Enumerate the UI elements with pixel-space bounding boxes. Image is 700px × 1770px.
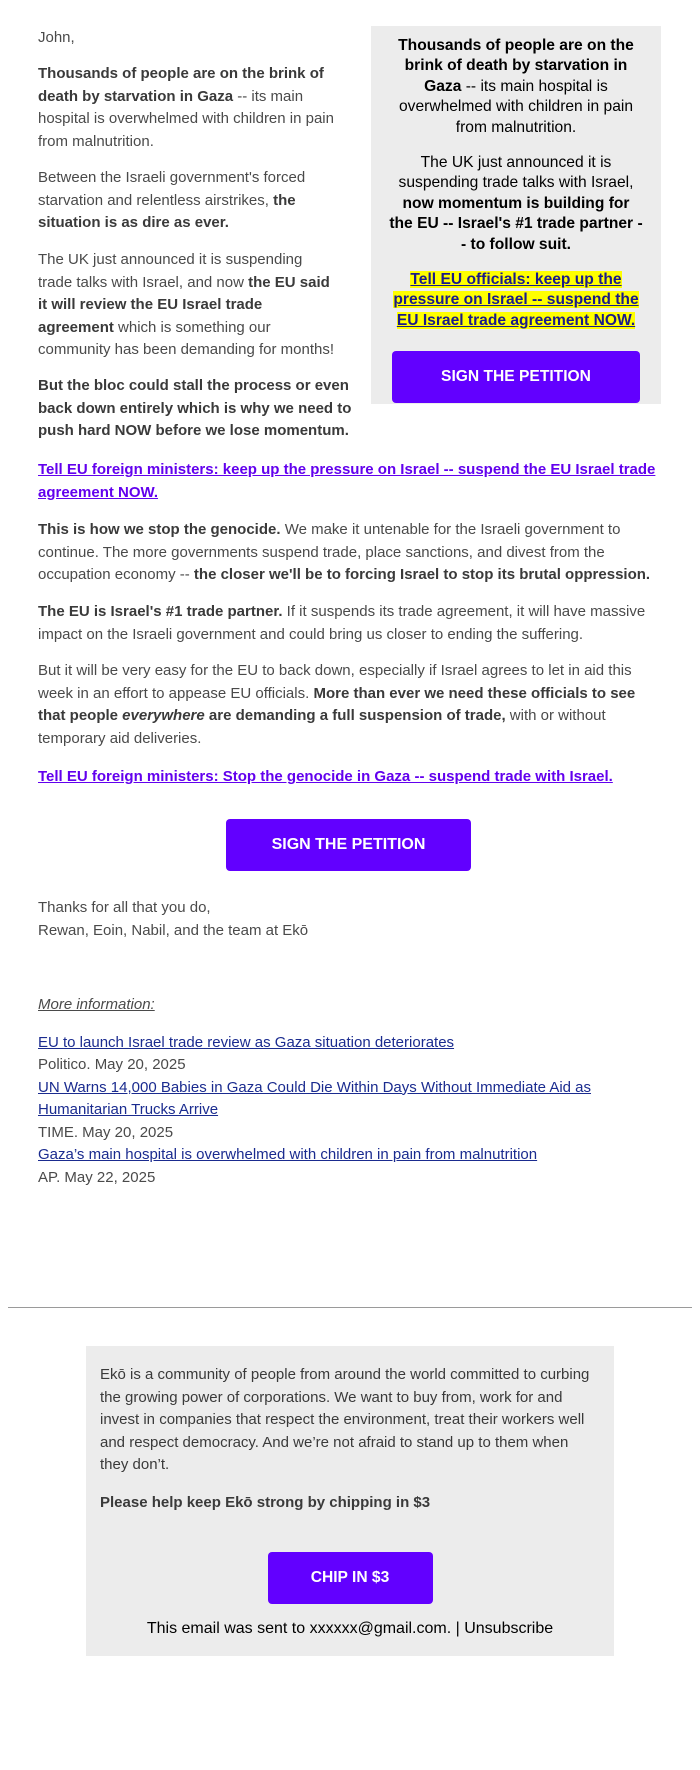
para3-text1: The UK just announced it is suspending trade talks with Israel, and now (38, 251, 303, 291)
para7-bold1: More than ever we need these officials to see that people (38, 684, 636, 724)
news-link-3[interactable]: Gaza’s main hospital is overwhelmed with children in pain from malnutrition (38, 1146, 538, 1163)
footer-sent-text: This email was sent to xxxxxx@gmail.com. | (146, 1620, 465, 1637)
para5-bold1: This is how we stop the genocide. (38, 521, 281, 538)
more-info-heading: More information: (38, 996, 155, 1013)
sidebar-p2-bold: now momentum is building for the EU -- Israel's #1 trade partner -- to follow suit. (389, 194, 643, 253)
para4-bold: But the bloc could stall the process or even back down entirely which is why we need to push hard NOW before we lose momentum. (38, 377, 352, 439)
petition-link-2-block (38, 766, 660, 789)
footer-appeal: Please help keep Ekō strong by chipping in $3 (100, 1493, 431, 1511)
news-link-2[interactable]: UN Warns 14,000 Babies in Gaza Could Die Within Days Without Immediate Aid as Humanitarian Trucks Arrive (38, 1078, 592, 1118)
more-information (38, 994, 638, 1189)
news-source-3: AP. May 22, 2025 (38, 1168, 156, 1186)
para7-bold2: are demanding a full suspension of trade, (204, 707, 506, 724)
main-sign-petition-button[interactable]: SIGN THE PETITION (226, 819, 471, 871)
para5-bold2: the closer we'll be to forcing Israel to stop its brutal oppression. (193, 566, 651, 583)
unsubscribe-link[interactable]: Unsubscribe (464, 1620, 554, 1637)
footer-divider (8, 1307, 692, 1308)
sidebar-sign-petition-button[interactable]: SIGN THE PETITION (392, 351, 640, 403)
intro-rest: -- its main hospital is overwhelmed with children in pain from malnutrition. (38, 87, 334, 150)
paragraph-6 (38, 601, 660, 646)
signoff (38, 897, 660, 942)
petition-link-1[interactable]: Tell EU foreign ministers: keep up the pressure on Israel -- suspend the EU Israel trade agreement NOW. (38, 461, 656, 501)
signoff-line2: Rewan, Eoin, Nabil, and the team at Ekō (38, 921, 309, 939)
sidebar-p2-text: The UK just announced it is suspending trade talks with Israel, (398, 154, 634, 192)
footer-about: Ekō is a community of people from around the world committed to curbing the growing power of corporations. We want to buy from, work for and invest in companies that respect the environment, treat their workers well and respect democracy. And we’re not afraid to stand up to them when they don’t. (100, 1366, 590, 1473)
para7-text1: But it will be very easy for the EU to back down, especially if Israel agrees to let in aid this week in an effort to appease EU officials. (38, 662, 632, 702)
sidebar-panel (371, 26, 661, 404)
para2-text: Between the Israeli government's forced starvation and relentless airstrikes, (38, 169, 306, 209)
greeting: John, (38, 29, 75, 46)
paragraph-4 (38, 375, 368, 443)
paragraph-2 (38, 167, 338, 235)
petition-link-1-block (38, 459, 660, 504)
signoff-line1: Thanks for all that you do, (38, 899, 211, 916)
chip-in-button[interactable]: CHIP IN $3 (268, 1552, 433, 1604)
paragraph-5 (38, 519, 660, 587)
petition-link-2[interactable]: Tell EU foreign ministers: Stop the genocide in Gaza -- suspend trade with Israel. (38, 768, 613, 785)
sidebar-petition-link[interactable]: Tell EU officials: keep up the pressure on Israel -- suspend the EU Israel trade agreement NOW. (393, 271, 639, 329)
para6-bold: The EU is Israel's #1 trade partner. (38, 603, 283, 620)
sidebar-p1-rest: -- its main hospital is overwhelmed with children in pain from malnutrition. (398, 77, 634, 136)
para6-text: If it suspends its trade agreement, it will have massive impact on the Israeli government and could bring us closer to ending the suffering. (38, 603, 646, 643)
sidebar-p1-bold: Thousands of people are on the brink of death by starvation in Gaza (398, 37, 634, 95)
intro-paragraph (38, 63, 338, 153)
para7-text2: with or without temporary aid deliveries. (38, 707, 606, 747)
para3-bold: the EU said it will review the EU Israel trade agreement (38, 273, 330, 336)
intro-bold: Thousands of people are on the brink of death by starvation in Gaza (38, 65, 324, 105)
paragraph-7 (38, 660, 660, 750)
news-source-2: TIME. May 20, 2025 (38, 1123, 174, 1141)
news-source-1: Politico. May 20, 2025 (38, 1056, 186, 1073)
para7-bold-italic: everywhere (122, 707, 205, 724)
para3-text2: which is something our community has been demanding for months! (38, 318, 334, 358)
footer-panel (86, 1346, 614, 1656)
news-link-1[interactable]: EU to launch Israel trade review as Gaza situation deteriorates (38, 1033, 455, 1051)
para2-bold: the situation is as dire as ever. (38, 191, 296, 231)
paragraph-3 (38, 249, 338, 362)
para5-text: We make it untenable for the Israeli government to continue. The more governments suspend trade, place sanctions, and divest from the occupation economy -- (38, 521, 621, 583)
